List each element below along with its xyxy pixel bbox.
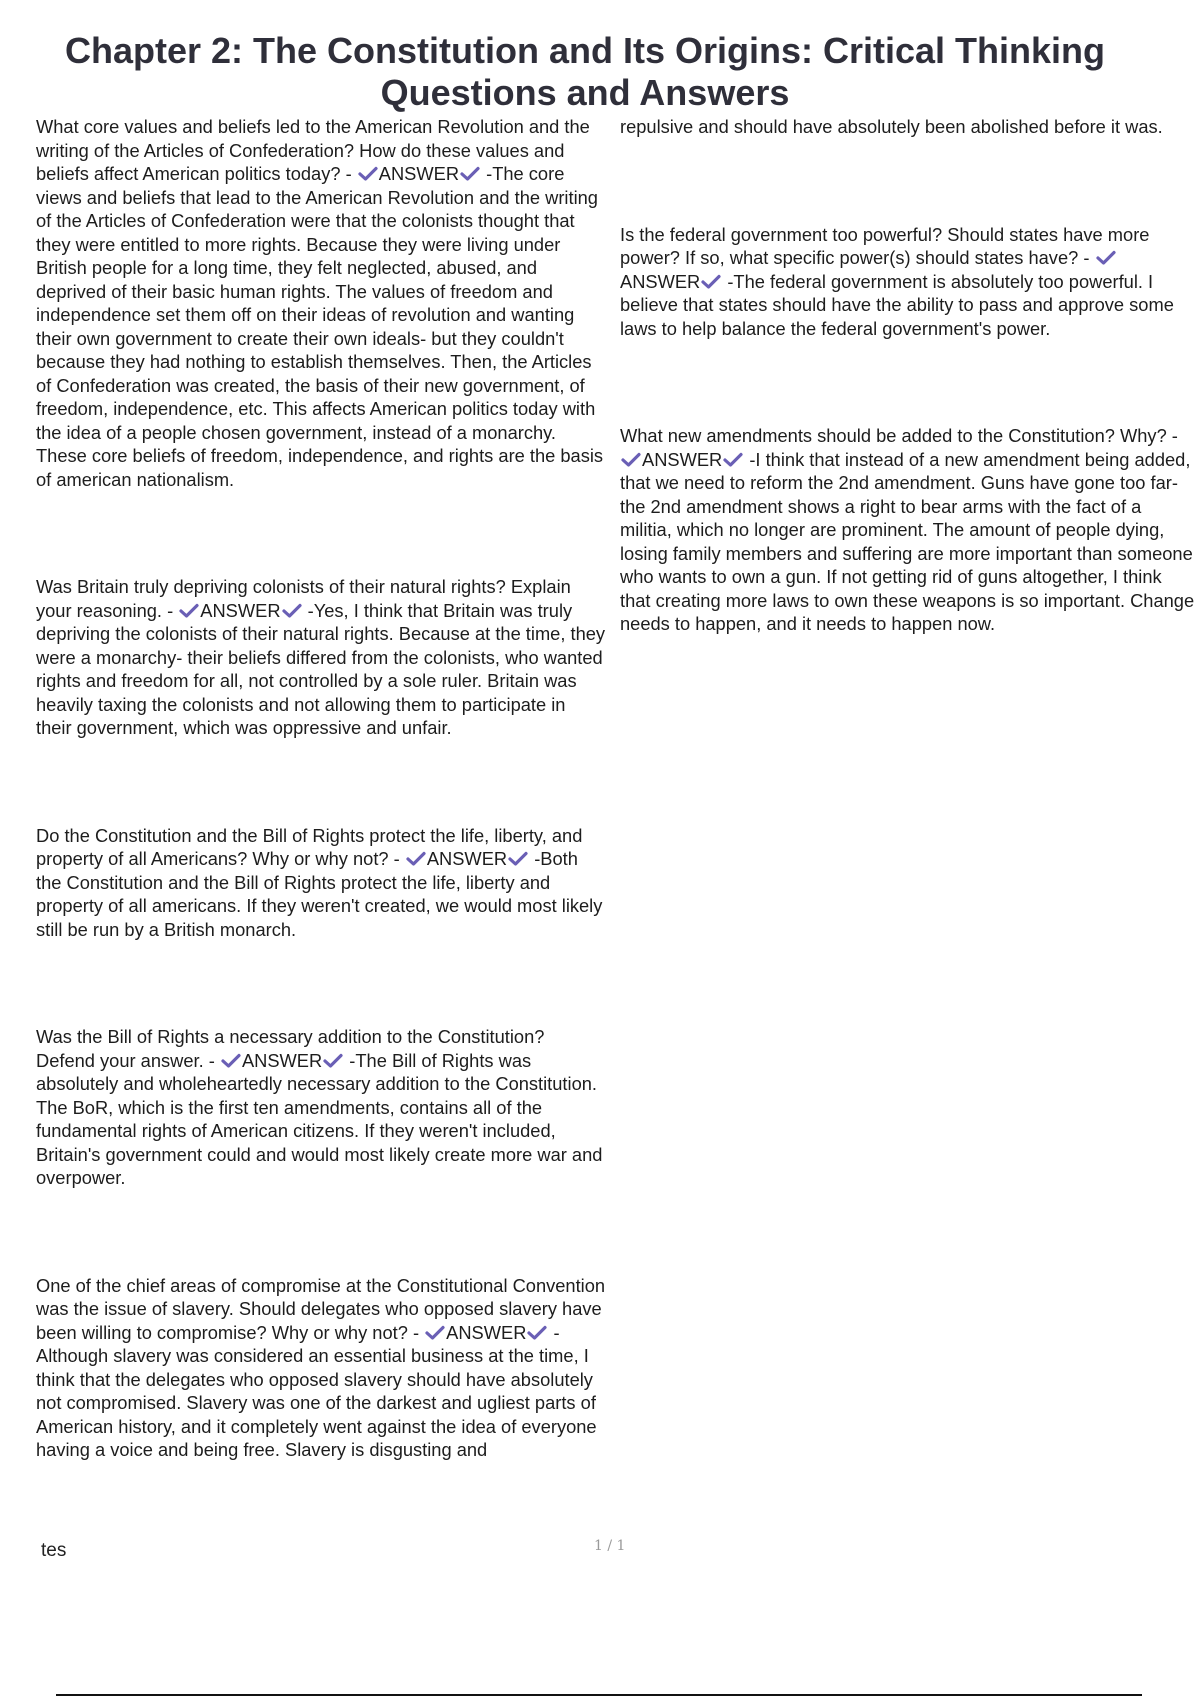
right-column [620, 115, 1195, 720]
answer-text: -I think that instead of a new amendment being added, that we need to reform the 2nd amendment. Guns have gone too far- the 2nd amendment shows a right to bear arms with the fact of a militia, which no longer are prominent. The amount of people dying, losing family members and suffering are more important than someone who wants to own a gun. If not getting rid of guns altogether, I think that creating more laws to own these weapons is so important. Change needs to happen, and it needs to happen now. [620, 448, 1195, 634]
answer-text: -The Bill of Rights was absolutely and wholeheartedly necessary addition to the Constitution. The BoR, which is the first ten amendments, contains all of the fundamental rights of American citizens. If they weren't included, Britain's government could and would most likely create more war and overpower. [36, 1049, 603, 1188]
page-indicator: 1 / 1 [594, 1538, 626, 1554]
answer-text: -The core views and beliefs that lead to the American Revolution and the writing of the Articles of Confederation were that the colonists thought that they were entitled to more rights. Because they were living under British people for a long time, they felt neglected, abused, and deprived of their basic human rights. The values of freedom and independence set them off on their ideas of revolution and wanting their own government to create their own ideals- but they couldn't because they had nothing to establish themselves. Then, the Articles of Confederation was created, the basis of their new government, of freedom, independence, etc. This affects American politics today with the idea of a people chosen government, instead of a monarchy. These core beliefs of freedom, independence, and rights are the basis of american nationalism. [36, 163, 604, 490]
answer-label: ANSWER [620, 270, 701, 292]
check-icon [358, 166, 378, 182]
answer-label: ANSWER [200, 599, 281, 621]
qa-item-2 [36, 575, 606, 740]
check-icon [323, 1053, 343, 1069]
check-icon [221, 1053, 241, 1069]
qa-item-7 [620, 424, 1195, 636]
check-icon [621, 452, 641, 468]
check-icon [1096, 250, 1116, 266]
page-title: Chapter 2: The Constitution and Its Origins: Critical Thinking Questions and Answers [64, 30, 1106, 113]
answer-text: -The federal government is absolutely too powerful. I believe that states should have the ability to pass and approve some laws to help balance the federal government's power. [620, 270, 1174, 339]
answer-label: ANSWER [642, 448, 723, 470]
left-column [36, 115, 606, 1462]
check-icon [701, 274, 721, 290]
check-icon [179, 603, 199, 619]
qa-item-5-continuation [620, 115, 1195, 139]
question-text: Was the Bill of Rights a necessary addition to the Constitution? Defend your answer. - [36, 1026, 545, 1071]
check-icon [460, 166, 480, 182]
answer-label: ANSWER [446, 1321, 527, 1343]
qa-item-3 [36, 824, 606, 942]
question-text: Do the Constitution and the Bill of Rights protect the life, liberty, and property of all Americans? Why or why not? - [36, 824, 583, 869]
question-text: What core values and beliefs led to the American Revolution and the writing of the Articles of Confederation? How do these values and beliefs affect American politics today? - [36, 116, 590, 184]
qa-item-1 [36, 115, 606, 491]
answer-label: ANSWER [426, 848, 508, 869]
question-text: Is the federal government too powerful? Should states have more power? If so, what specific power(s) should states have? - [620, 223, 1150, 268]
question-text: What new amendments should be added to the Constitution? Why? - [620, 425, 1178, 446]
check-icon [508, 851, 528, 867]
qa-item-6 [620, 223, 1195, 341]
check-icon [425, 1325, 445, 1341]
footer-label: tes [41, 1540, 67, 1561]
check-icon [282, 603, 302, 619]
check-icon [527, 1325, 547, 1341]
answer-text: -Both the Constitution and the Bill of Rights protect the life, liberty and property of all americans. If they weren't created, we would most likely still be run by a British monarch. [36, 848, 603, 940]
answer-label: ANSWER [241, 1049, 323, 1071]
check-icon [723, 452, 743, 468]
bottom-divider [56, 1694, 1142, 1696]
question-text: Was Britain truly depriving colonists of their natural rights? Explain your reasoning. - [36, 576, 571, 621]
question-text: One of the chief areas of compromise at the Constitutional Convention was the issue of slavery. Should delegates who opposed slavery have been willing to compromise? Why or why not? - [36, 1274, 606, 1343]
qa-item-4 [36, 1025, 606, 1190]
check-icon [406, 851, 426, 867]
answer-text: -Yes, I think that Britain was truly depriving the colonists of their natural rights. Because at the time, they were a monarchy- their beliefs differed from the colonists, who wanted rights and freedom for all, not controlled by a sole ruler. Britain was heavily taxing the colonists and not allowing them to participate in their government, which was oppressive and unfair. [36, 599, 606, 738]
answer-continuation-text: repulsive and should have absolutely been abolished before it was. [620, 116, 1163, 137]
qa-item-5 [36, 1274, 606, 1462]
answer-text: -Although slavery was considered an essential business at the time, I think that the delegates who opposed slavery should have absolutely not compromised. Slavery was one of the darkest and ugliest parts of American history, and it completely went against the idea of everyone having a voice and being free. Slavery is disgusting and [36, 1321, 597, 1460]
answer-label: ANSWER [378, 163, 460, 184]
